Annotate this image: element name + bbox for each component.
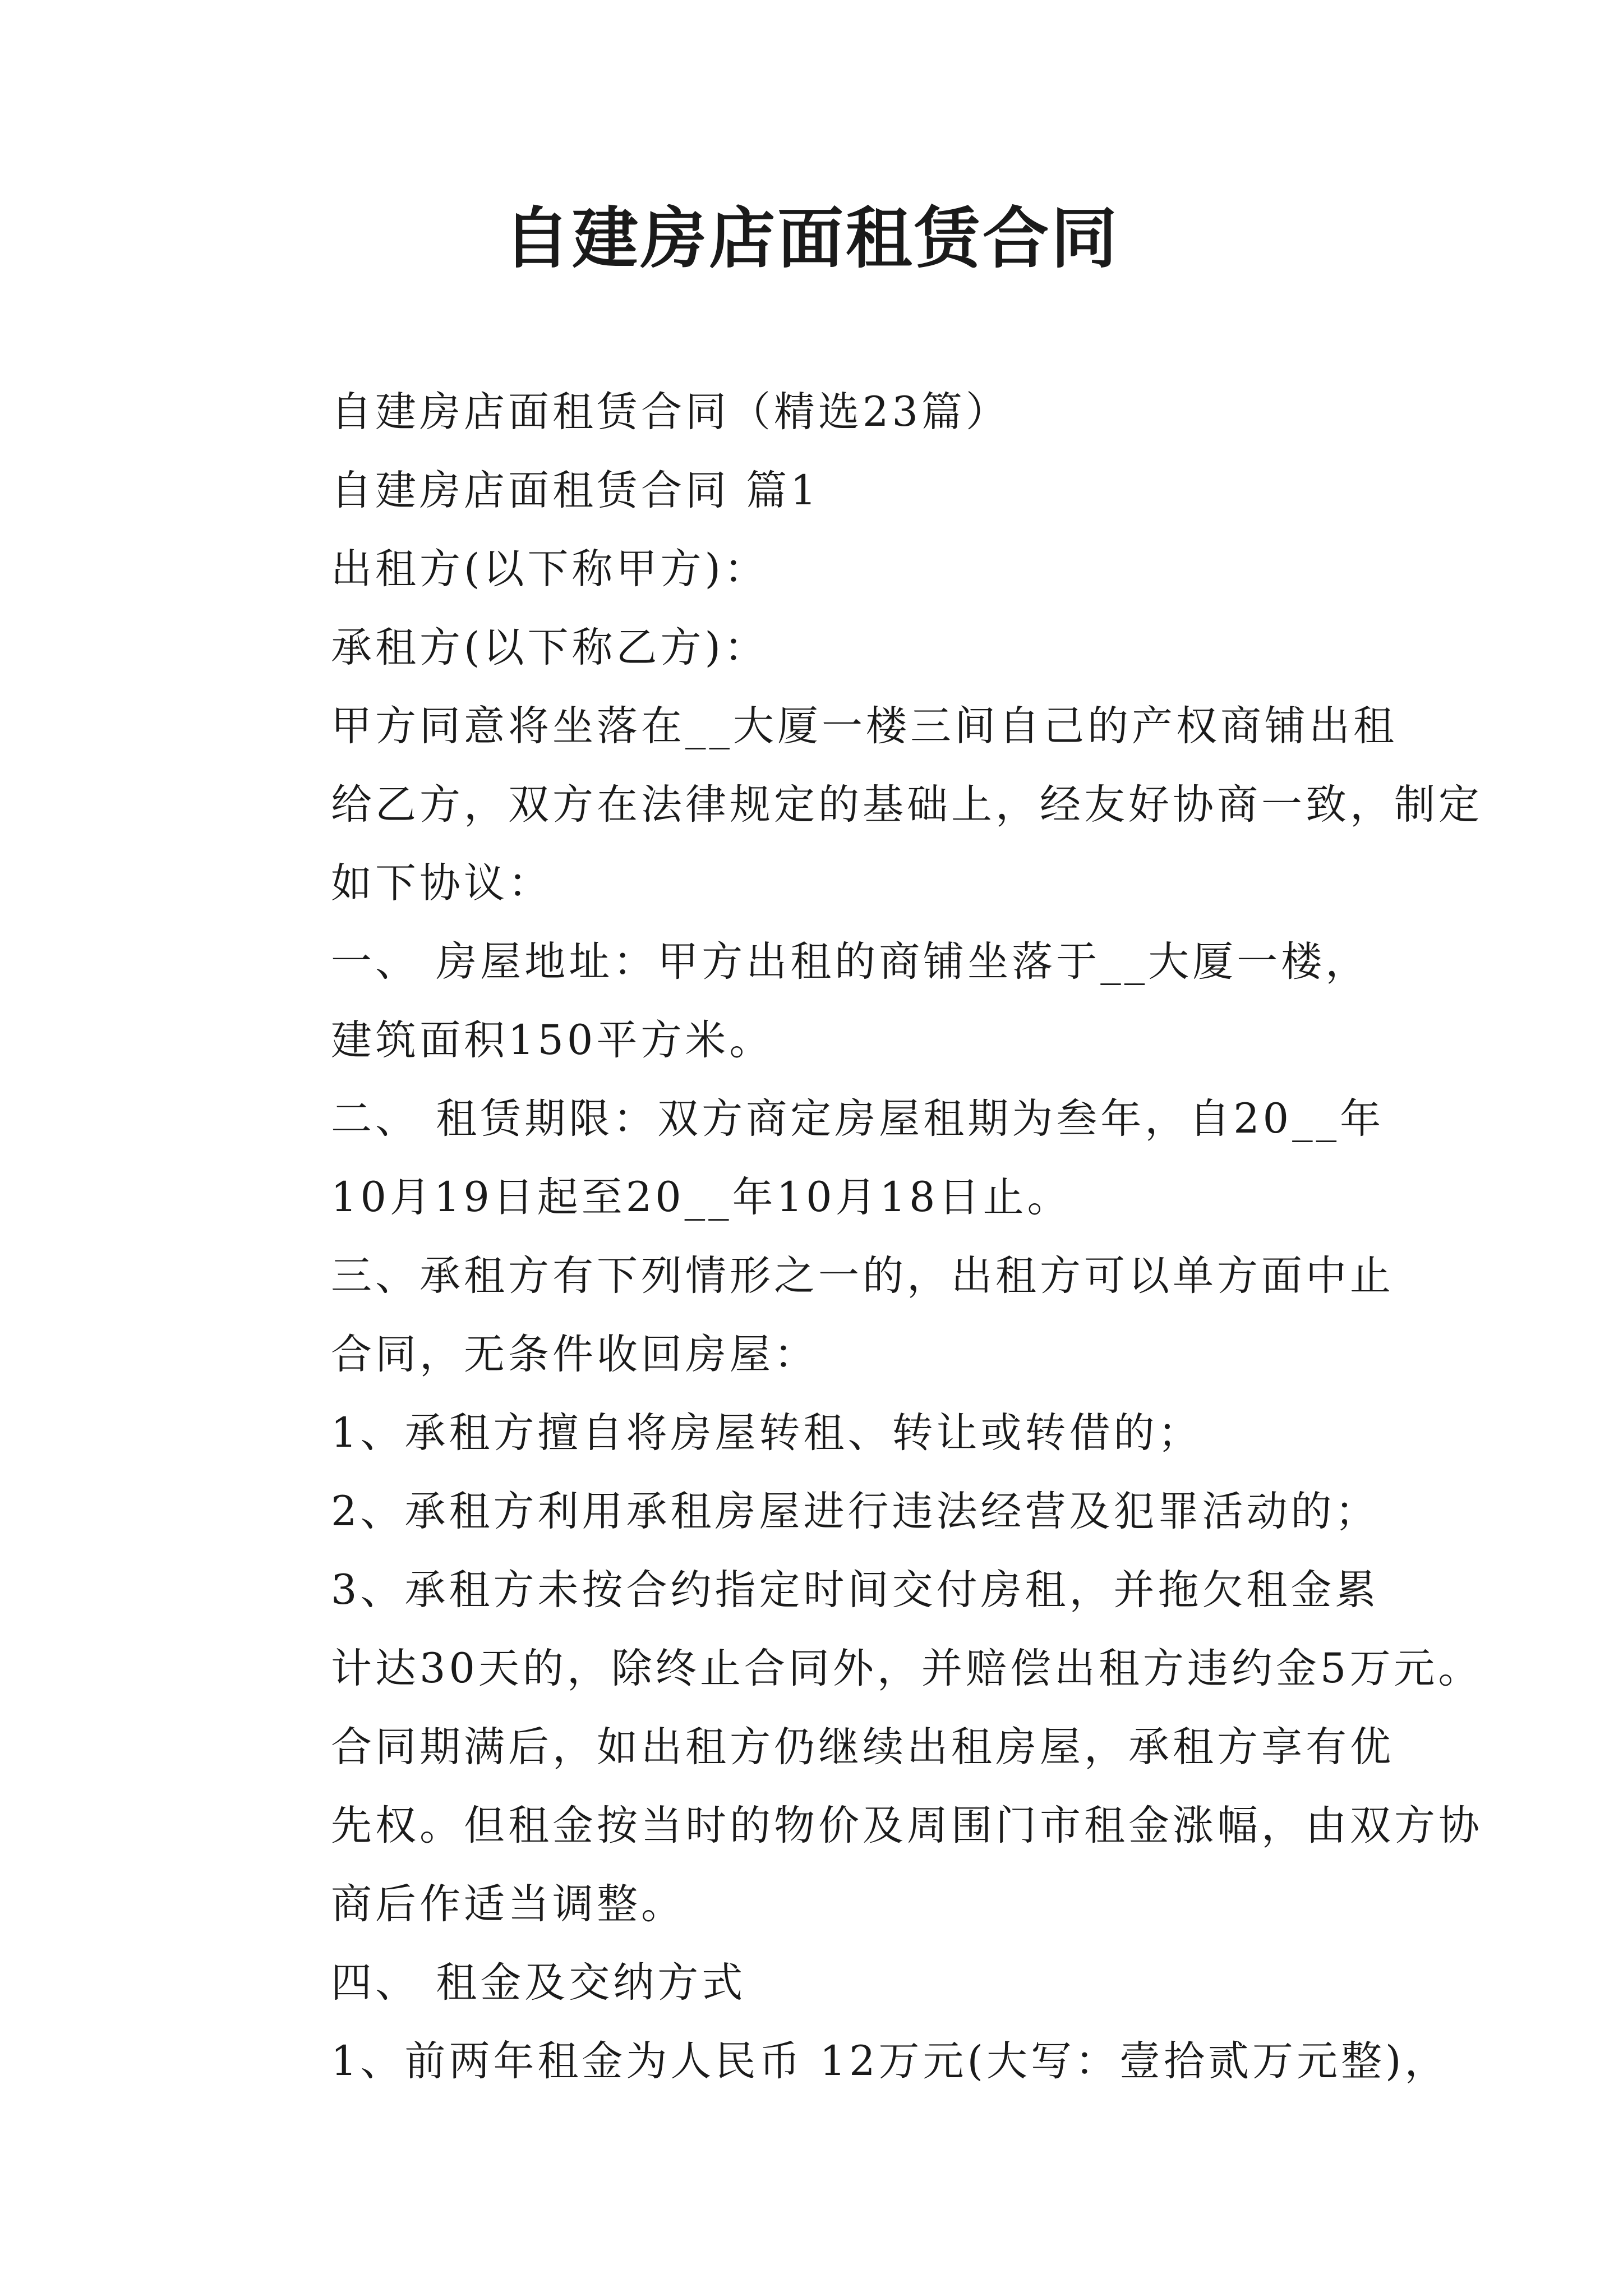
text-line: 2、承租方利用承租房屋进行违法经营及犯罪活动的； <box>331 1488 1380 1535</box>
paragraph <box>247 1394 1447 1473</box>
paragraph <box>247 687 1483 923</box>
paragraph <box>247 452 1447 530</box>
paragraph <box>247 923 1447 1080</box>
text-line: 自建房店面租赁合同（精选23篇） <box>331 388 1010 436</box>
text-line: 出租方(以下称甲方)： <box>331 545 768 593</box>
paragraph <box>247 1237 1447 1394</box>
text-line: 建筑面积150平方米。 <box>331 1016 774 1064</box>
paragraph <box>247 1473 1447 1551</box>
paragraph <box>247 1080 1447 1237</box>
text-line: 1、承租方擅自将房屋转租、转让或转借的； <box>331 1409 1202 1457</box>
paragraph <box>247 609 1447 687</box>
text-line: 3、承租方未按合约指定时间交付房租，并拖欠租金累 <box>331 1566 1380 1614</box>
text-line: 二、 租赁期限：双方商定房屋租期为叁年，自20__年 <box>331 1095 1385 1143</box>
text-line: 一、 房屋地址：甲方出租的商铺坐落于__大厦一楼， <box>331 938 1370 986</box>
paragraph <box>247 1944 1447 2022</box>
text-line: 承租方(以下称乙方)： <box>331 624 768 671</box>
paragraph <box>247 2022 1447 2101</box>
document-body <box>247 373 1483 2101</box>
paragraph <box>247 530 1447 609</box>
paragraph <box>247 373 1447 452</box>
text-line: 合同，无条件收回房屋： <box>331 1331 818 1378</box>
text-line: 自建房店面租赁合同 篇1 <box>331 467 820 514</box>
text-line: 四、 租金及交纳方式 <box>331 1959 746 2007</box>
paragraph <box>247 1708 1483 1944</box>
document-title: 自建房店面租赁合同 <box>503 199 1119 277</box>
text-line: 给乙方，双方在法律规定的基础上，经友好协商一致，制定 <box>331 781 1483 829</box>
text-line: 商后作适当调整。 <box>331 1880 685 1928</box>
text-line: 计达30天的，除终止合同外，并赔偿出租方违约金5万元。 <box>331 1645 1483 1692</box>
text-line: 先权。但租金按当时的物价及周围门市租金涨幅，由双方协 <box>331 1802 1483 1849</box>
text-line: 如下协议： <box>331 859 552 907</box>
text-line: 甲方同意将坐落在__大厦一楼三间自己的产权商铺出租 <box>331 702 1398 750</box>
text-line: 合同期满后，如出租方仍继续出租房屋，承租方享有优 <box>331 1723 1394 1771</box>
paragraph <box>247 1551 1483 1708</box>
text-line: 三、承租方有下列情形之一的，出租方可以单方面中止 <box>331 1252 1394 1300</box>
text-line: 1、前两年租金为人民币 12万元(大写：壹拾贰万元整)， <box>331 2037 1449 2085</box>
text-line: 10月19日起至20__年10月18日止。 <box>331 1174 1072 1221</box>
